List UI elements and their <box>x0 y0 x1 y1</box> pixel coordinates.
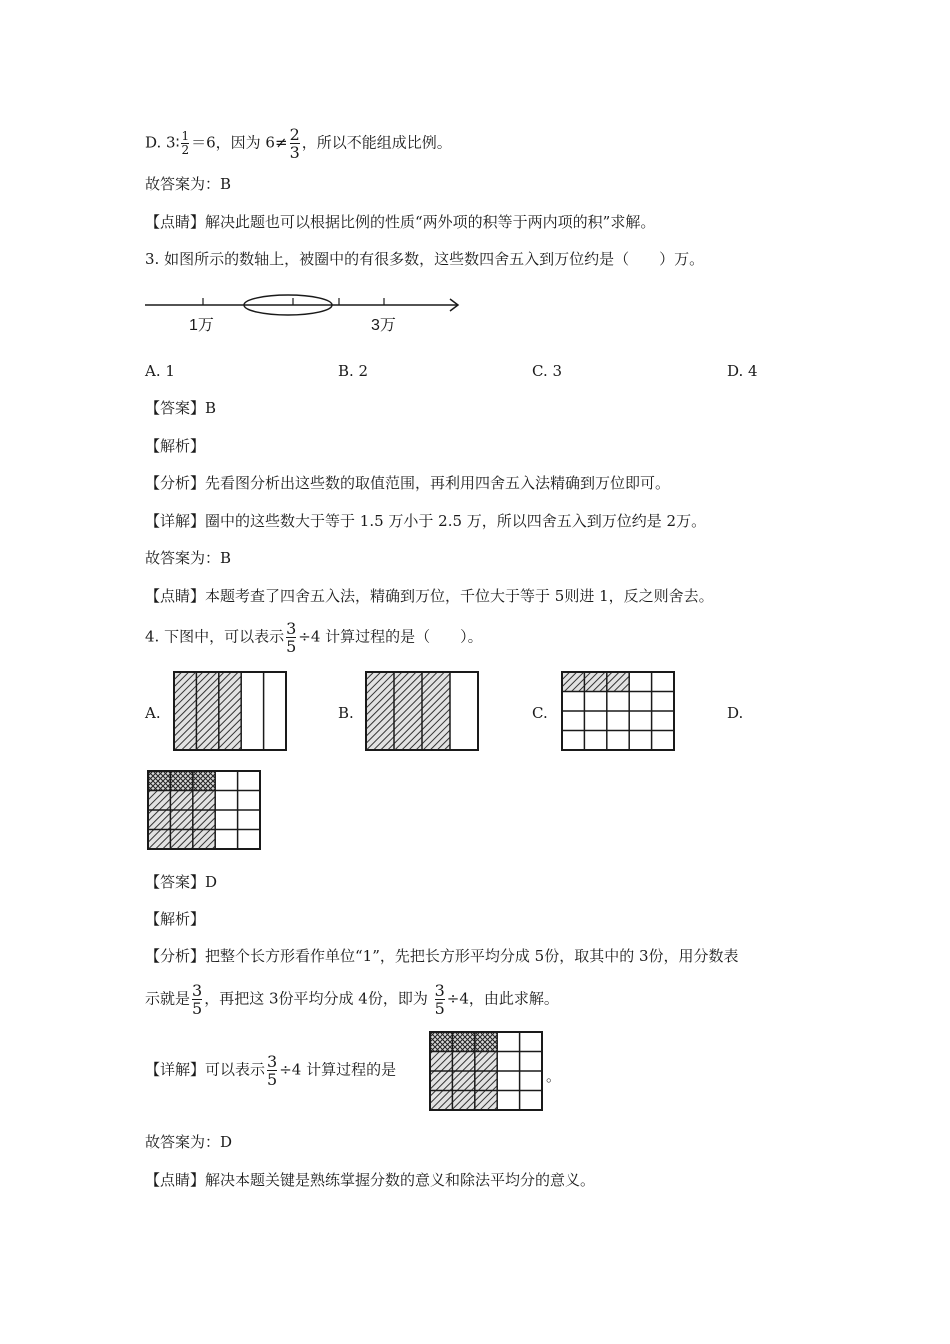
q3-stem: 3. 如图所示的数轴上，被圈中的有很多数，这些数四舍五入到万位约是（ ）万。 <box>145 250 705 268</box>
fraction-three-fifths-a: $\frac{3}{5}$ <box>192 981 203 1018</box>
q4-option-b-figure <box>366 672 478 750</box>
q4-analysis-line2 <box>145 982 559 1017</box>
q4-analysis-title: 【解析】 <box>145 910 206 928</box>
label-1wan: 1万 <box>189 317 214 334</box>
q4-option-d-label: D. <box>727 704 744 722</box>
q4-option-c-figure <box>562 672 674 750</box>
q4-detail <box>145 1053 396 1088</box>
q4-detail-prefix: 【详解】可以表示 <box>145 1060 266 1079</box>
q4-stem <box>145 620 483 655</box>
q2-option-d-suffix: ，所以不能组成比例。 <box>301 133 452 152</box>
q4-stem-suffix: ÷4 计算过程的是（ ）。 <box>298 627 483 646</box>
q3-option-c: C. 3 <box>532 362 563 380</box>
q4-analysis-suffix: ÷4，由此求解。 <box>446 989 559 1008</box>
q4-stem-prefix: 4. 下图中，可以表示 <box>145 627 285 646</box>
q2-comment: 【点睛】解决此题也可以根据比例的性质“两外项的积等于两内项的积”求解。 <box>145 213 656 231</box>
q4-option-a-figure <box>174 672 286 750</box>
fraction-one-half: $\frac{1}{2}$ <box>181 129 190 157</box>
fraction-three-fifths-c: $\frac{3}{5}$ <box>267 1052 278 1089</box>
q4-option-a-label: A. <box>145 704 161 722</box>
fraction-two-thirds: $\frac{2}{3}$ <box>289 125 300 162</box>
q3-comment: 【点睛】本题考查了四舍五入法，精确到万位，千位大于等于 5则进 1，反之则舍去。 <box>145 587 714 605</box>
q4-conclusion: 故答案为：D <box>145 1133 233 1151</box>
number-line-figure <box>140 290 470 340</box>
q4-detail-suffix: ÷4 计算过程的是 <box>279 1060 397 1079</box>
q3-option-d: D. 4 <box>727 362 758 380</box>
q3-analysis: 【分析】先看图分析出这些数的取值范围，再利用四舍五入法精确到万位即可。 <box>145 474 671 492</box>
q3-detail: 【详解】圈中的这些数大于等于 1.5 万小于 2.5 万，所以四舍五入到万位约是 2万。 <box>145 512 707 530</box>
q3-answer: 【答案】B <box>145 399 217 417</box>
q4-analysis-prefix: 示就是 <box>145 989 191 1008</box>
q4-analysis-mid: ，再把这 3份平均分成 4份，即为 <box>204 989 433 1008</box>
q2-option-d-prefix: D. 3∶ <box>145 133 180 152</box>
q3-analysis-title: 【解析】 <box>145 437 206 455</box>
q2-option-d-mid: ＝6，因为 6≠ <box>191 133 288 152</box>
q4-detail-end: 。 <box>546 1067 562 1085</box>
q4-answer: 【答案】D <box>145 873 218 891</box>
fraction-three-fifths: $\frac{3}{5}$ <box>286 619 297 656</box>
q3-option-a: A. 1 <box>145 362 175 380</box>
q4-option-b-label: B. <box>338 704 354 722</box>
q4-comment: 【点睛】解决本题关键是熟练掌握分数的意义和除法平均分的意义。 <box>145 1171 596 1189</box>
q4-detail-figure <box>430 1032 542 1110</box>
q4-option-c-label: C. <box>532 704 548 722</box>
q4-analysis-line1: 【分析】把整个长方形看作单位“1”，先把长方形平均分成 5份，取其中的 3份，用分数表 <box>145 947 739 965</box>
fraction-three-fifths-b: $\frac{3}{5}$ <box>434 981 445 1018</box>
q3-option-b: B. 2 <box>338 362 369 380</box>
q2-conclusion: 故答案为：B <box>145 175 232 193</box>
label-3wan: 3万 <box>371 317 396 334</box>
q2-option-d-line <box>145 126 452 161</box>
q4-option-d-figure <box>148 771 260 849</box>
q3-conclusion: 故答案为：B <box>145 549 232 567</box>
